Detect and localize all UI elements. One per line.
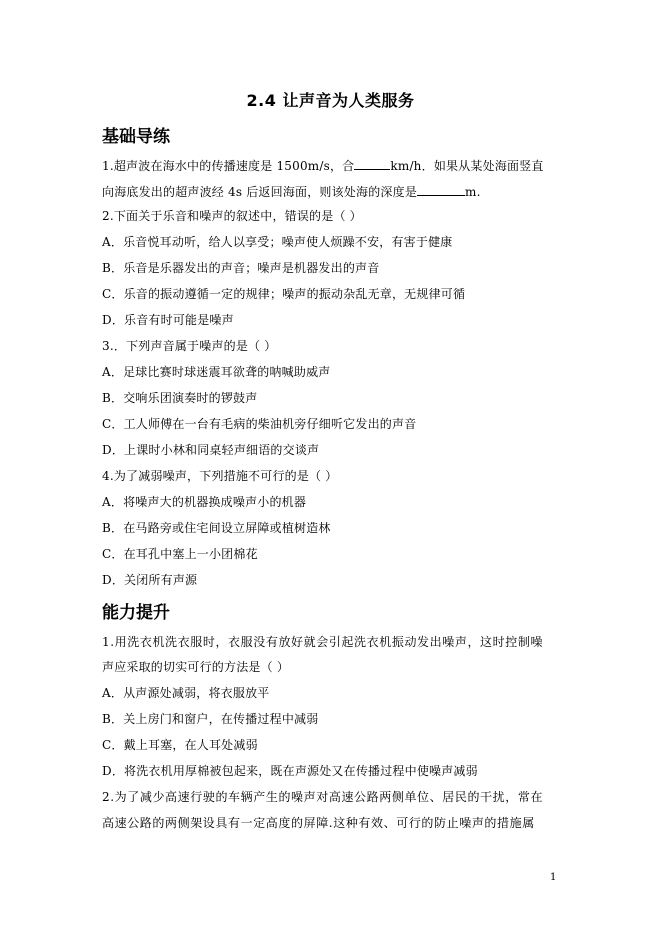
q4-option-a: A．将噪声大的机器换成噪声小的机器 <box>102 495 307 509</box>
section-heading-basic: 基础导练 <box>102 127 170 147</box>
q1-blank-2[interactable] <box>417 183 465 196</box>
q4-option-d: D．关闭所有声源 <box>102 573 198 587</box>
q1-text-d: m. <box>465 185 481 199</box>
q3-option-b: B．交响乐团演奏时的锣鼓声 <box>102 391 258 405</box>
q1-text-b: km/h．如果从某处海面竖直 <box>390 159 544 173</box>
q4-option-c: C．在耳孔中塞上一小团棉花 <box>102 547 258 561</box>
q1-text-c: 向海底发出的超声波经 4s 后返回海面，则该处海的深度是 <box>102 185 418 199</box>
q3-option-c: C．工人师傅在一台有毛病的柴油机旁仔细听它发出的声音 <box>102 417 417 431</box>
p1-stem-line1: 1.用洗衣机洗衣服时，衣服没有放好就会引起洗衣机振动发出噪声，这时控制噪 <box>102 635 544 649</box>
q1-blank-1[interactable] <box>354 157 390 170</box>
q3-option-d: D．上课时小林和同桌轻声细语的交谈声 <box>102 443 320 457</box>
q2-option-a: A．乐音悦耳动听，给人以享受；噪声使人烦躁不安，有害于健康 <box>102 235 453 249</box>
p1-option-b: B．关上房门和窗户，在传播过程中减弱 <box>102 712 319 726</box>
q2-stem: 2.下面关于乐音和噪声的叙述中，错误的是（ ） <box>102 209 362 223</box>
q3-option-a: A．足球比赛时球迷震耳欲聋的呐喊助威声 <box>102 365 331 379</box>
q4-option-b: B．在马路旁或住宅间设立屏障或植树造林 <box>102 521 331 535</box>
p2-line2: 高速公路的两侧架设具有一定高度的屏障.这种有效、可行的防止噪声的措施属 <box>102 816 535 830</box>
q2-option-d: D．乐音有时可能是噪声 <box>102 313 234 327</box>
page-title: 2.4 让声音为人类服务 <box>246 91 415 110</box>
q2-option-b: B．乐音是乐器发出的声音；噪声是机器发出的声音 <box>102 261 380 275</box>
q2-option-c: C．乐音的振动遵循一定的规律；噪声的振动杂乱无章，无规律可循 <box>102 287 466 301</box>
p1-option-a: A．从声源处减弱，将衣服放平 <box>102 686 270 700</box>
q3-stem: 3.．下列声音属于噪声的是（ ） <box>102 339 277 353</box>
page-number: 1 <box>550 872 557 883</box>
section-heading-advanced: 能力提升 <box>102 603 170 623</box>
q1-text-a: 1.超声波在海水中的传播速度是 1500m/s，合 <box>102 159 355 173</box>
p1-option-d: D．将洗衣机用厚棉被包起来，既在声源处又在传播过程中使噪声减弱 <box>102 764 478 778</box>
q1-line1 <box>102 157 562 174</box>
p1-option-c: C．戴上耳塞，在人耳处减弱 <box>102 738 258 752</box>
q1-line2 <box>102 183 562 200</box>
p1-stem-line2: 声应采取的切实可行的方法是（ ） <box>102 660 290 674</box>
q4-stem: 4.为了减弱噪声，下列措施不可行的是（ ） <box>102 469 338 483</box>
p2-line1: 2.为了减少高速行驶的车辆产生的噪声对高速公路两侧单位、居民的干扰，常在 <box>102 790 544 804</box>
